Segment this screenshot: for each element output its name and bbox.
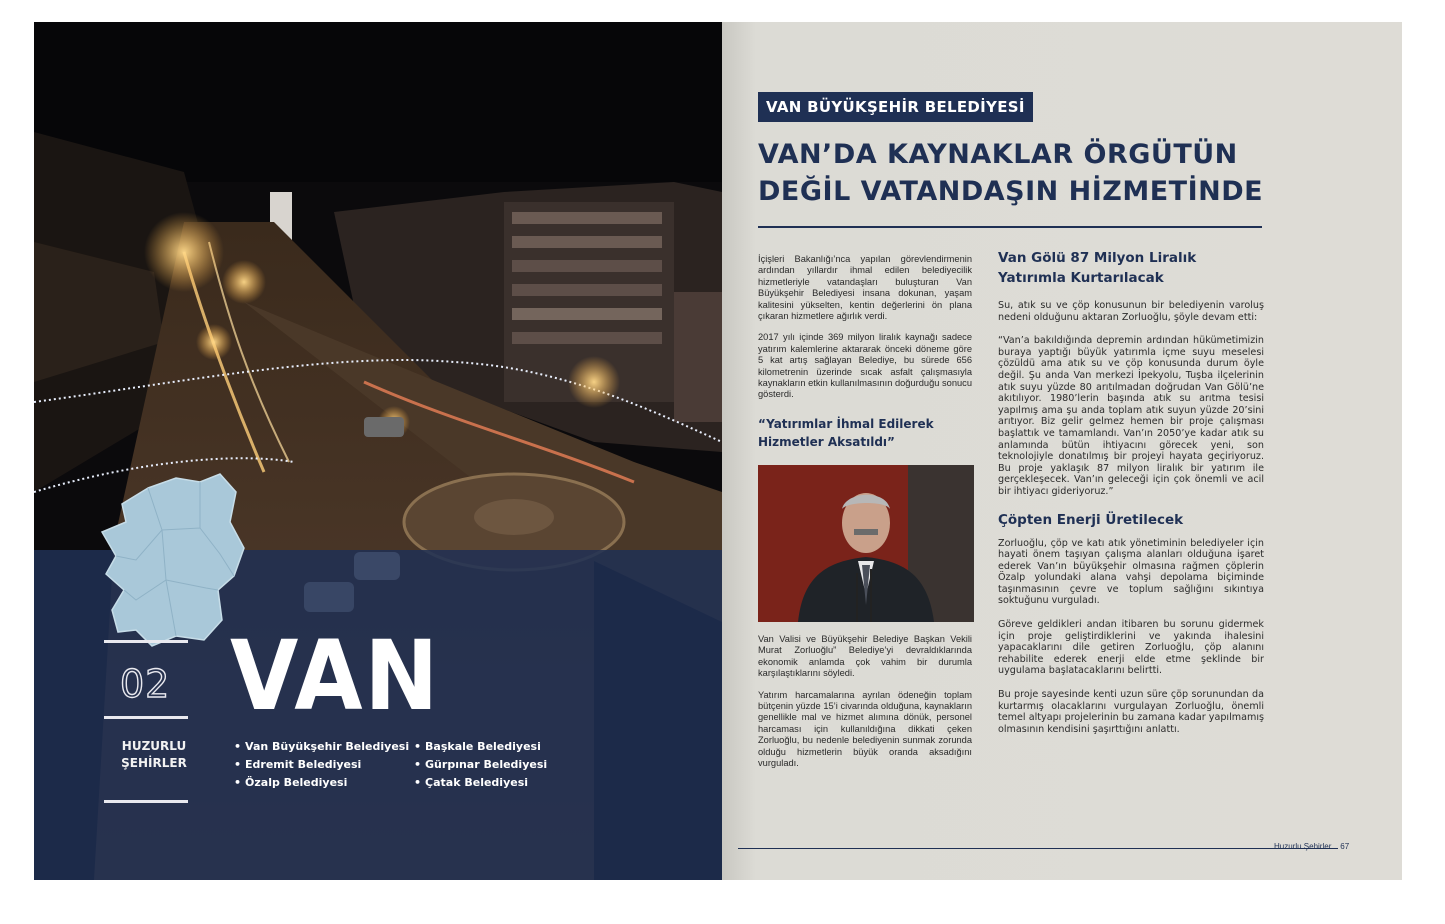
city-title: VAN [230,620,441,732]
portrait-photo [758,465,974,622]
mid-rule [104,716,188,719]
subheading: “Yatırımlar İhmal Edilerek Hizmetler Aksatıldı” [758,416,934,449]
paragraph: Zorluoğlu, çöp ve katı atık yönetiminin belediyeler için hayati önem taşıyan çalışma alanları olduğuna işaret ederek Van’ın büyükşehir olmasına rağmen çöplerin Özalp yolundaki alana vahşi depolama biçiminde taşınmasının çevre ve toplum sağlığını sıkıntıya soktuğunu vurguladı. [998,537,1264,607]
van-province-map [96,470,248,648]
footer-rule [738,848,1338,849]
list-item: • Çatak Belediyesi [414,774,547,792]
subheading: Çöpten Enerji Üretilecek [998,511,1184,528]
page-footer: Huzurlu Şehirler 67 [1274,842,1350,851]
paragraph: Su, atık su ve çöp konusunun bir belediyenin varoluş nedeni olduğunu aktaran Zorluoğlu, şöyle devam etti: [998,300,1264,323]
bottom-rule [104,800,188,803]
right-page [722,22,1402,880]
article-column-left [758,254,972,769]
left-page [34,22,722,880]
photo-caption: Van Valisi ve Büyükşehir Belediye Başkan Vekili Murat Zorluoğlu” Belediye’yi devraldıklarında ekonomik anlamda çok vahim bir durumla karşılaştıklarını söyledi. [758,633,972,679]
list-item: • Gürpınar Belediyesi [414,756,547,774]
quote-paragraph: “Van’a bakıldığında depremin ardından hükümetimizin buraya yaptığı büyük yatırımla içme suyu meselesi çözüldü ama atık su ve çöp konusunda durum öyle değil. Şu anda Van merkezi İpekyolu, Tuşba ilçelerinin atık suyu yüzde 80 arıtılmadan doğrudan Van Gölü’ne akıtılıyor. 1980’lerin başında atık su arıtma tesisi yapılmış ama şu anda toplam atık suyun yüzde 20’sini arıtıyor. Biz gelir gelmez hemen bir proje çalışması başlattık ve tamamlandı. Van’ın 2050’ye kadar atık su anlamında bütün ihtiyacını görecek yeni, son teknolojiyle donatılmış bir projeyi hayata geçiriyoruz. Bu proje yaklaşık 87 milyon liralık bir yatırım ile gerçekleşecek. Van’ın geleceği için çok önemli ve acil bir ihtiyacı gideriyoruz.” [998,335,1264,497]
article-headline [758,136,1278,210]
municipality-list-1 [234,738,409,792]
top-rule [104,640,188,643]
paragraph: İçişleri Bakanlığı’nca yapılan görevlendirmenin ardından yıllardır ihmal edilen belediyecilik hizmetleriyle vatandaşları buluşturan Van Büyükşehir Belediyesi insana dokunan, yaşam kalitesini yükselten, kentin değerlerini ön plana çıkaran hizmetlere ağırlık verdi. [758,254,972,322]
subheading: Van Gölü 87 Milyon Liralık Yatırımla Kurtarılacak [998,250,1197,286]
list-item: • Başkale Belediyesi [414,738,547,756]
section-tag: HUZURLU ŞEHİRLER [121,739,187,770]
page-number: 02 [120,662,171,706]
paragraph: Yatırım harcamalarına ayrılan ödeneğin toplam bütçenin yüzde 15’i civarında olduğuna, kaynakların genellikle mal ve hizmet alımına dönük, personel harcaması için kullanıldığına dikkati çeken Zorluoğlu, bu nedenle belediyenin sunmak zorunda olduğu hizmetlerin büyük oranda aksadığını vurguladı. [758,689,972,768]
headline-line: DEĞİL VATANDAŞIN HİZMETİNDE [758,176,1264,207]
article-column-right [998,248,1264,735]
headline-rule [758,226,1262,228]
paragraph: 2017 yılı içinde 369 milyon liralık kaynağı sadece yatırım kalemlerine aktararak önceki döneme göre 5 kat artış sağlayan Belediye, bu sürede 656 kilometrenin üzerinde sıcak asfalt çalışmasıyla kaynakların etkin kullanılmasının doğurduğu sonucu gösterdi. [758,332,972,400]
municipality-list-2 [414,738,547,792]
list-item: • Van Büyükşehir Belediyesi [234,738,409,756]
paragraph: Bu proje sayesinde kenti uzun süre çöp sorunundan da kurtarmış olacaklarını vurgulayan Zorluoğlu, önemli temel altyapı projelerinin bu zamana kadar yapılmamış olmasının kendisini şaşırttığını anlattı. [998,689,1264,735]
portrait-image [758,465,974,622]
list-item: • Özalp Belediyesi [234,774,409,792]
section-label: VAN BÜYÜKŞEHİR BELEDİYESİ [758,92,1033,122]
list-item: • Edremit Belediyesi [234,756,409,774]
paragraph: Göreve geldikleri andan itibaren bu sorunu gidermek için proje geliştirdiklerini ve yakında ihalesini yapacaklarını dile getiren Zorluoğlu, çöp alanını rehabilite ederek enerji elde etme şeklinde bir uygulama başlatacaklarını belirtti. [998,619,1264,677]
magazine-spread [34,22,1402,888]
headline-line: VAN’DA KAYNAKLAR ÖRGÜTÜN [758,139,1238,170]
